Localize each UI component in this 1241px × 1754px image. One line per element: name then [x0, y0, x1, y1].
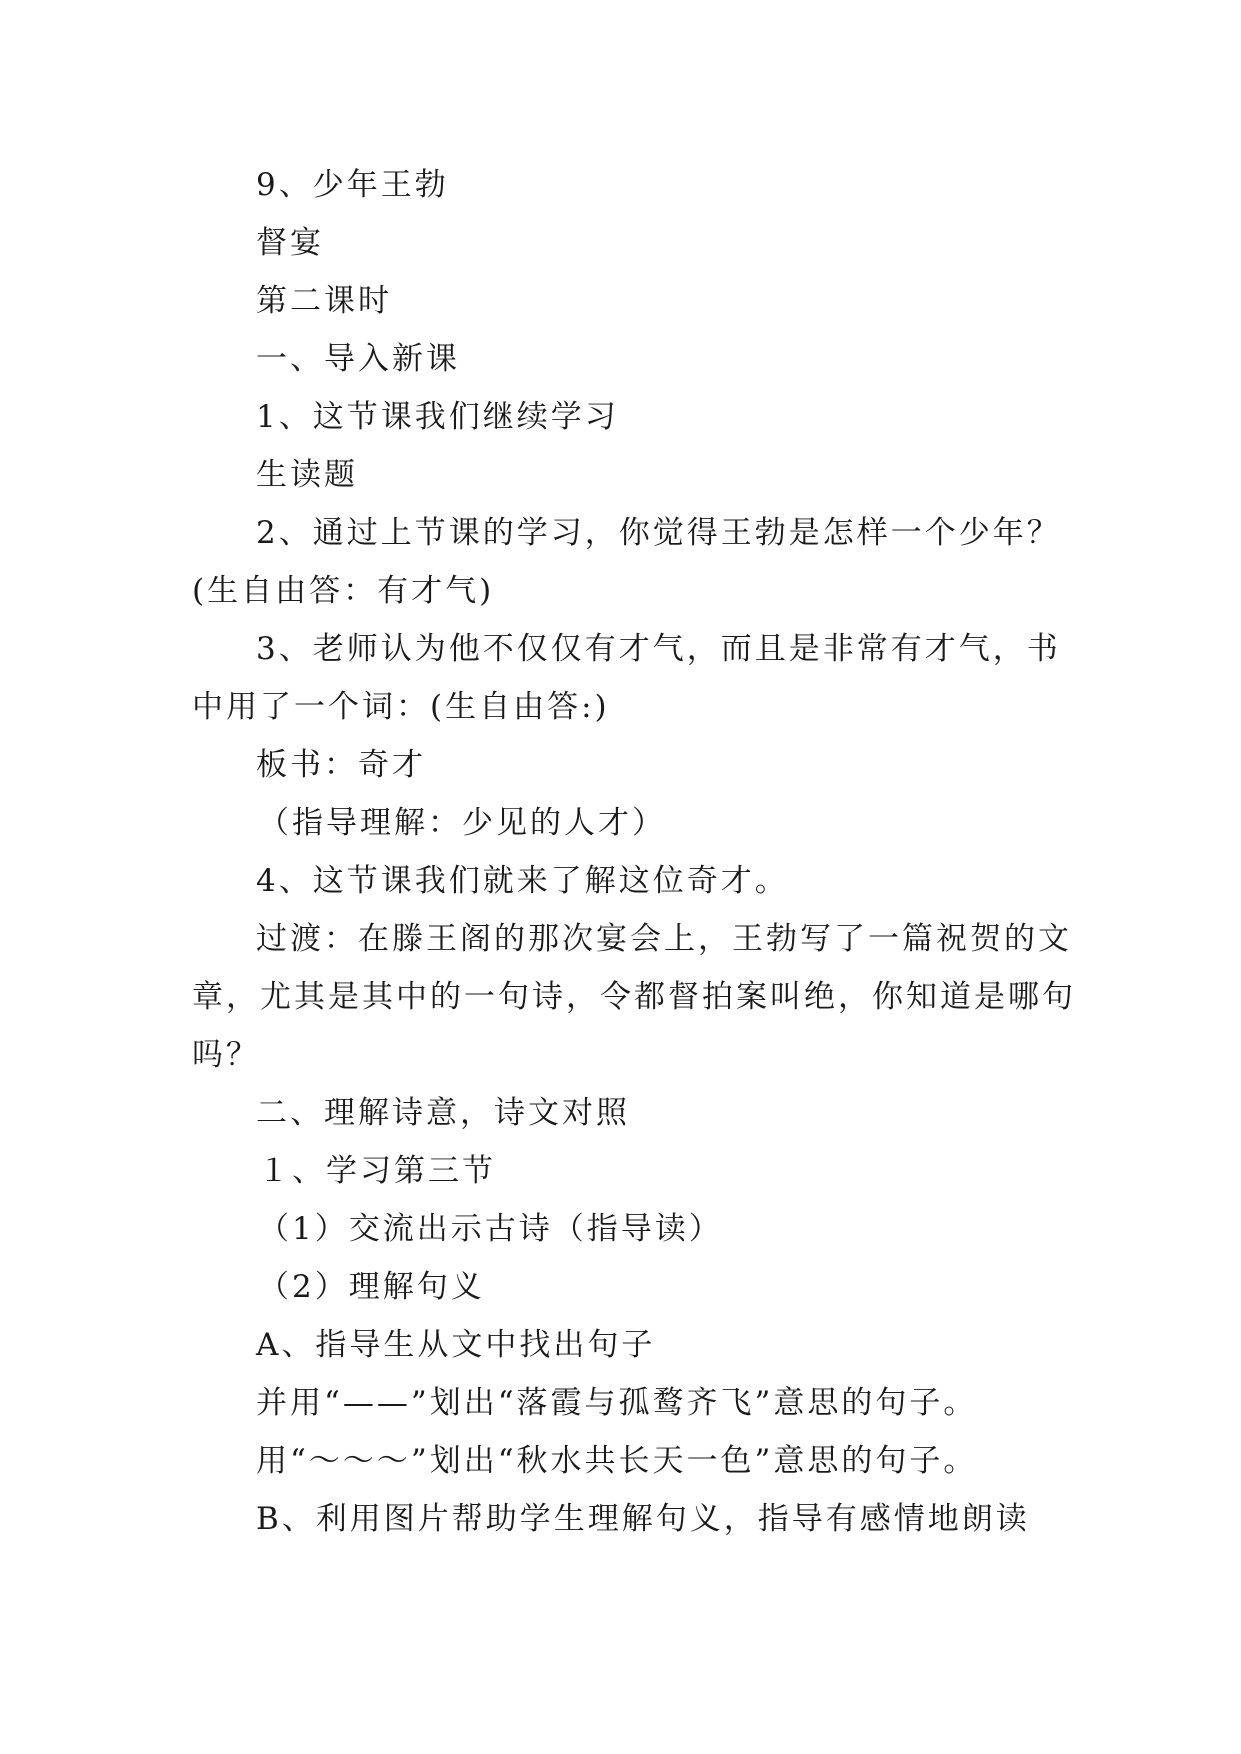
text-line: 4、这节课我们就来了解这位奇才。 — [256, 863, 789, 899]
text-line: 中用了一个词：(生自由答:) — [192, 689, 610, 725]
text-line: 1、这节课我们继续学习 — [256, 399, 619, 435]
text-line: (生自由答：有才气) — [192, 573, 495, 609]
text-line: （2）理解句义 — [258, 1269, 485, 1305]
text-line: （指导理解：少见的人才） — [258, 805, 666, 841]
lesson-title: 9、少年王勃 — [256, 167, 449, 203]
text-line: １、学习第三节 — [258, 1153, 496, 1189]
section-heading: 一、导入新课 — [256, 341, 460, 377]
text-line: 过渡：在滕王阁的那次宴会上，王勃写了一篇祝贺的文 — [256, 921, 1072, 957]
text-line: 3、老师认为他不仅仅有才气，而且是非常有才气，书 — [256, 631, 1061, 667]
lesson-period: 第二课时 — [256, 283, 392, 319]
text-line: 章，尤其是其中的一句诗，令都督拍案叫绝，你知道是哪句 — [192, 979, 1076, 1015]
text-line: 并用“——”划出“落霞与孤鹜齐飞”意思的句子。 — [256, 1385, 978, 1421]
section-heading: 二、理解诗意，诗文对照 — [256, 1095, 630, 1131]
text-line: 生读题 — [256, 457, 358, 493]
document-body — [192, 156, 1076, 1548]
text-line: B、利用图片帮助学生理解句义，指导有感情地朗读 — [256, 1501, 1030, 1537]
text-line: 2、通过上节课的学习，你觉得王勃是怎样一个少年？ — [256, 515, 1061, 551]
text-line: （1）交流出示古诗（指导读） — [258, 1211, 723, 1247]
text-line: 用“～～～”划出“秋水共长天一色”意思的句子。 — [256, 1443, 978, 1479]
text-line: 吗？ — [192, 1037, 260, 1073]
text-line: A、指导生从文中找出句子 — [256, 1327, 656, 1363]
text-line: 督宴 — [256, 225, 324, 261]
text-line: 板书：奇才 — [256, 747, 426, 783]
